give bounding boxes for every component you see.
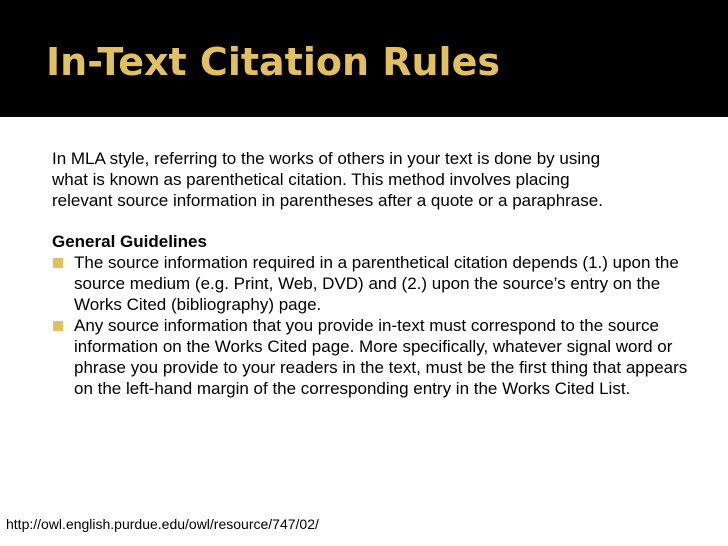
bullet-text: The source information required in a parenthetical citation depends (1.) upon the source medium (e.g. Print, Web, DVD) and (2.) upon the source’s entry on the Works Cited (bibliography) page. [74,253,679,314]
title-bar [0,0,728,117]
slide-title: In-Text Citation Rules [46,40,500,84]
intro-paragraph: In MLA style, referring to the works of others in your text is done by using what is known as parenthetical citation. This method involves placing relevant source information in parentheses after a quote or a paraphrase. [52,149,603,210]
source-url[interactable]: http://owl.english.purdue.edu/owl/resource/747/02/ [6,516,319,532]
bullet-text: Any source information that you provide in-text must correspond to the source information on the Works Cited page. More specifically, whatever signal word or phrase you provide to your readers in the text, must be the first thing that appears on the left-hand margin of the corresponding entry in the Works Cited List. [74,316,688,398]
slide-body [52,148,692,399]
square-bullet-icon [53,258,63,268]
list-item [52,252,692,315]
section-heading: General Guidelines [52,232,207,251]
list-item [52,315,692,399]
guideline-list [52,252,692,399]
square-bullet-icon [53,321,63,331]
